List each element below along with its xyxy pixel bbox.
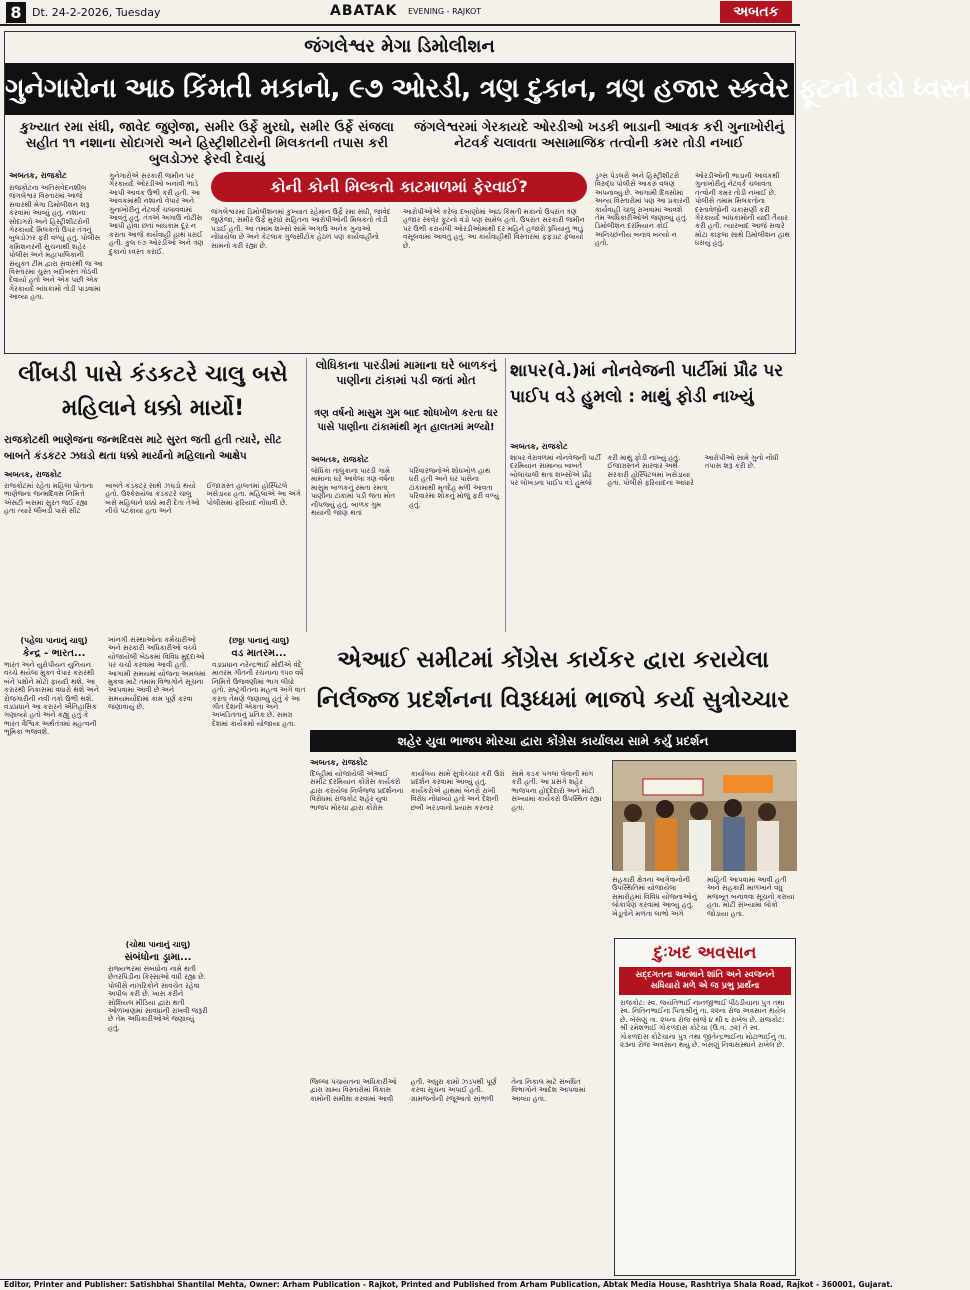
lothika-byline: અબતક, રાજકોટ (311, 455, 369, 464)
lead-column-2: ગુનેગારોએ સરકારી જમીન પર ગેરકાયદે ઓરડીઓ બનાવી ભાડે આપી આવક ઉભી કરી હતી. આ આવકમાંથી નશાનો વેપાર અને ગુનાખોરીનું નેટવર્ક ચલાવવામાં આવતું હતું. તંત્રએ અગાઉ નોટીસ આપી હોવા છતાં બાંધકામ દૂર ન કરાતા આજે કાર્યવાહી હાથ ધરાઈ હતી. કુલ ૯૭ ઓરડીઓ અને ત્રણ દુકાનો ધ્વસ્ત કરાઈ. (109, 172, 204, 256)
protest-banner (643, 779, 703, 795)
continued-title-2: વડ માતરમ... (231, 648, 287, 659)
person-body (655, 818, 677, 871)
continued-label-3: (ચોથા પાનાનું ચાલુ) (125, 940, 191, 949)
obituary-title: દુઃખદ અવસાન (653, 943, 757, 963)
story-limbdi (4, 358, 302, 632)
obituary-body: રાજકોટ: સ્વ. જયંતિભાઈ નાનજીભાઈ પીઠડીયાના પુત્ર તથા સ્વ. નિતિનભાઈના પિતાશ્રીનું તા. ૨૨ના રોજ અવસાન થયેલ છે. બેસણું તા. ૨૫ના રોજ સાંજે ૪ થી ૬ રાખેલ છે. રાજકોટ: શ્રી રમેશભાઈ ગોકળદાસ કોટેચા (ઉ.વ. ૭૨) તે સ્વ. ગોકળદાસ કોટેચાના પુત્ર તથા જીતેન્દ્રભાઈના મોટાભાઈનું તા. ૨૩ના રોજ અવસાન થયું છે. બેસણું નિવાસસ્થાને રાખેલ છે. (620, 999, 787, 1050)
shapar-byline: અબતક, રાજકોટ (510, 442, 568, 451)
lead-box-title: કોની કોની મિલ્કતો કાટમાળમાં ફેરવાઈ? (211, 172, 587, 202)
lead-column-4: આરોપીઓએ કરેલા દબાણોમાં આઠ કિંમતી મકાનો ઉપરાંત ત્રણ હજાર સ્કવેર ફૂટનો વંડો પણ સામેલ હતો. ઉપરાંત સરકારી જમીન પર ઉભી કરાયેલી ઓરડીઓમાંથી દર મહિને હજારો રૂપિયાનું ભાડું વસૂલવામાં આવતું હતું. આ કાર્યવાહીથી વિસ્તારમાં ફફડાટ ફેલાયો છે. (403, 208, 585, 250)
lothika-subhead: ત્રણ વર્ષનો માસુમ ગુમ બાદ શોધખોળ કરતા ઘર પાસે પાણીના ટાંકામાંથી મૃત હાલતમાં મળ્યો! (314, 408, 498, 433)
story-shapar (510, 358, 796, 632)
ai-body-continued: સહકારી ક્ષેત્રના આગેવાનોની ઉપસ્થિતિમાં યોજાયેલા સમારોહમાં વિવિધ યોજનાઓનું લોકાર્પણ કરવામાં આવ્યું હતું. ખેડૂતોને મળતા લાભો અંગે માહિતી આપવામાં આવી હતી અને સહકારી માળખાને વધુ મજબૂત બનાવવા સૂચનો કરાયા હતા. મોટી સંખ્યામાં લોકો જોડાયા હતા. (612, 876, 795, 918)
continued-column-1 (4, 636, 104, 1276)
continued-label-2: (છઠ્ઠા પાનાનું ચાલુ) (228, 636, 290, 645)
person-body (623, 822, 645, 871)
protest-photo (612, 760, 796, 870)
obituary-box (614, 938, 796, 1276)
person-body (723, 817, 745, 871)
person-body (689, 820, 711, 871)
continued-column-2 (108, 636, 208, 1276)
paper-logo: અબતક (720, 1, 792, 23)
limbdi-subhead: રાજકોટથી ભાણેજના જન્મદિવસ માટે સુરત જતી હતી ત્યારે, સીટ બાબતે કંડકટર ઝઘડો થતા ધક્કો માર્યાનો મહિલાનો આક્ષેપ (4, 434, 282, 462)
district-news-body: જિલ્લા પંચાયતના અધિકારીઓ દ્વારા ગ્રામ્ય વિસ્તારોમાં વિકાસ કામોની સમીક્ષા કરવામાં આવી હતી. અધુરા કામો ઝડપથી પૂર્ણ કરવા સૂચના અપાઈ હતી. ગ્રામજનોની રજૂઆતો સાંભળી તેના નિકાલ માટે સંબંધિત વિભાગોને આદેશ આપવામાં આવ્યા હતા. (310, 1078, 586, 1103)
lead-column-6: ઓરડીઓની ભાડાની આવકથી ગુનાખોરીનું નેટવર્ક ચલાવતા તત્વોની કમર તોડી નખાઈ છે. પોલીસે તમામ મિલકતોના દસ્તાવેજોની ચકાસણી કરી ગેરકાયદે બાંધકામોની યાદી તૈયાર કરી હતી. ત્યારબાદ આજે સવારે મોટા કાફલા સાથે ડિમોલીશન હાથ ધરાયું હતું. (695, 172, 790, 248)
ai-headline: એઆઈ સમીટમાં કોંગ્રેસ કાર્યકર દ્વારા કરાયેલા નિર્લજ્જ પ્રદર્શનના વિરૂધ્ધમાં ભાજપે કર્યા સુત્રોચ્ચાર (316, 647, 790, 713)
shapar-body: શાપર વેરાવળમાં નોનવેજની પાર્ટી દરમિયાન સામાન્ય બાબતે બોલાચાલી થતા શખ્સોએ પ્રૌઢ પર લોખંડના પાઈપ વડે હુમલો કરી માથું ફોડી નાખ્યું હતું. ઈજાગ્રસ્તને સારવાર અર્થે સરકારી હોસ્પિટલમાં ખસેડાયા હતા. પોલીસે ફરિયાદના આધારે આરોપીઓ સામે ગુનો નોંધી તપાસ શરૂ કરી છે. (510, 454, 779, 488)
protest-crowd-illustration (613, 761, 797, 871)
masthead (0, 0, 800, 26)
lead-story (4, 31, 970, 354)
continued-body-1: ભારત અને યુરોપીયન યુનિયન વચ્ચે થયેલા મુક્ત વેપાર કરારથી બંને પક્ષોને મોટો ફાયદો થશે. આ કરારથી નિકાસમાં વધારો થશે અને રોજગારીની નવી તકો ઉભી થશે. વડાપ્રધાને આ કરારને ઐતિહાસિક ગણાવ્યો હતો અને કહ્યું હતું કે ભારત વૈશ્વિક અર્થતંત્રમાં મહત્વની ભૂમિકા ભજવશે. (4, 661, 99, 737)
lead-subhead-right: જંગલેશ્વરમાં ગેરકાયદે ઓરડીઓ ખડકી ભાડાની આવક કરી ગુનાખોરીનું નેટવર્ક ચલાવતા અસામાજિક તત્વોની કમર તોડી નખાઈ (413, 120, 785, 151)
person-head (724, 799, 742, 817)
issue-date: Dt. 24-2-2026, Tuesday (32, 6, 161, 19)
lead-subhead-left: કુખ્યાત રમા સંધી, જાવેદ જુણેજા, સમીર ઉર્ફે મુરઘો, સમીર ઉર્ફે સંજલા સહીત ૧૧ નશાના સોદાગરો અને હિસ્ટ્રીશીટરોની મિલકતની તપાસ કરી બુલડોઝર ફેરવી દેવાયું (20, 120, 394, 167)
shapar-headline: શાપર(વે.)માં નોનવેજની પાર્ટીમાં પ્રૌઢ પર પાઈપ વડે હુમલો : માથું ફોડી નાખ્યું (510, 361, 784, 407)
story-lothika (306, 358, 506, 632)
person-head (624, 804, 642, 822)
lead-headline: ગુનેગારોના આઠ કિંમતી મકાનો, ૯૭ ઓરડી, ત્રણ દુકાન, ત્રણ હજાર સ્કવેર ફૂટનો વંડો ધ્વસ્ત (5, 63, 794, 115)
person-body (757, 821, 779, 871)
continued-column-3 (212, 636, 306, 1276)
imprint-footer: Editor, Printer and Publisher: Satishbhai Shantilal Mehta, Owner: Arham Publication - Rajkot, Printed and Published from Arham Publication, Abtak Media House, Rashtriya Shala Road, Rajkot - 360001, Gujarat. (0, 1279, 800, 1290)
continued-title-1: કેન્દ્ર - ભારત... (22, 648, 86, 659)
lead-column-5: ડ્રગ્સ પેડલરો અને હિસ્ટ્રીશીટરો વિરુદ્ધ પોલીસે આકરું વલણ અપનાવ્યું છે. આગામી દિવસોમાં અન્ય વિસ્તારોમાં પણ આ પ્રકારની કાર્યવાહી ચાલુ રાખવામાં આવશે તેમ અધિકારીઓએ જણાવ્યું હતું. ડિમોલીશન દરમિયાન કોઈ અનિચ્છનીય બનાવ બન્યો ન હતો. (595, 172, 690, 248)
continued-label-1: (પહેલા પાનાનું ચાલુ) (20, 636, 88, 645)
lead-column-3: જંગલેશ્વરમાં ડિમોલીશનમાં કુખ્યાત રહેમાન ઉર્ફે રમા સંધી, જાવેદ જુણેજા, સમીર ઉર્ફે મુરઘો સહિતના આરોપીઓની મિલકતો તોડી પડાઈ હતી. આ તમામ શખ્સો સામે અગાઉ અનેક ગુનાઓ નોંધાયેલા છે અને કેટલાક ગુજસીટોક હેઠળ પણ કાર્યવાહીનો સામનો કરી રહ્યા છે. (211, 208, 391, 250)
lead-column-1: રાજકોટના અતિસંવેદનશીલ જંગલેશ્વર વિસ્તારમાં આજે સવારથી મેગા ડિમોલીશન શરૂ કરવામાં આવ્યું હતું. નશાના સોદાગરો અને હિસ્ટ્રીશીટરોની ગેરકાયદે મિલકતો ઉપર તંત્રનું બુલડોઝર ફરી વળ્યું હતું. પોલીસ કમિશનરની સુચનાથી શહેર પોલીસ અને મહાપાલિકાની સંયુક્ત ટીમ દ્વારા સવારથી જ આ વિસ્તારમાં ચુસ્ત બંદોબસ્ત ગોઠવી દેવાયો હતો અને એક પછી એક ગેરકાયદે બાંધકામો તોડી પાડવામાં આવ્યા હતા. (9, 184, 103, 302)
lead-kicker: જંગલેશ્વર મેગા ડિમોલીશન (304, 36, 495, 57)
continued-body-2: ખાનગી સંસ્થાઓના કર્મચારીઓ અને સરકારી અધિકારીઓ વચ્ચે યોજાયેલી બેઠકમાં વિવિધ મુદ્દાઓ પર ચર્ચા કરવામાં આવી હતી. આગામી સમયમાં યોજના અમલમાં મુકવા માટે તમામ વિભાગોને સૂચના આપવામાં આવી છે અને સમયમર્યાદામાં કામ પૂર્ણ કરવા જણાવાયું છે. (108, 636, 206, 712)
continued-body-4: રાજ્યભરમાં સંબંધોના નામે થતી છેતરપિંડીના કિસ્સાઓ વધી રહ્યા છે. પોલીસે નાગરિકોને સાવચેત રહેવા અપીલ કરી છે. ખાસ કરીને સોશિયલ મીડિયા દ્વારા થતી ઓળખાણમાં સાવધાની રાખવી જરૂરી છે તેમ અધિકારીઓએ જણાવ્યું હતું. (108, 965, 208, 1032)
ai-subhead: શહેર યુવા ભાજપ મોરચા દ્વારા કોંગ્રેસ કાર્યાલય સામે કર્યું પ્રદર્શન (310, 730, 796, 752)
ai-byline: અબતક, રાજકોટ (310, 758, 368, 767)
edition-label: EVENING - RAJKOT (408, 7, 482, 16)
lothika-headline: લોધિકાના પારડીમાં મામાના ઘરે બાળકનું પાણીના ટાંકામાં પડી જતાં મોત (315, 358, 497, 387)
continued-body-3: વડાપ્રધાન નરેન્દ્રભાઈ મોદીએ વંદે માતરમ ગીતની રચનાના ૧૫૦ વર્ષ નિમિત્તે ઉજવણીમાં ભાગ લીધો હતો. રાષ્ટ્રગીતના મહત્વ અંગે વાત કરતા તેમણે જણાવ્યું હતું કે આ ગીત દેશની એકતા અને અખંડિતતાનું પ્રતિક છે. સમગ્ર દેશમાં કાર્યક્રમો યોજાયા હતા. (212, 661, 306, 728)
paper-name: ABATAK (330, 3, 398, 19)
person-head (758, 803, 776, 821)
ai-body: દિલ્હીમાં યોજાયેલી એઆઈ સમીટ દરમિયાન કોંગ્રેસ કાર્યકરો દ્વારા કરાયેલા નિર્લજ્જ પ્રદર્શનના વિરોધમાં રાજકોટ શહેર યુવા ભાજપ મોરચા દ્વારા કોંગ્રેસ કાર્યાલય સામે સુત્રોચ્ચાર કરી ઉગ્ર પ્રદર્શન કરવામાં આવ્યું હતું. કાર્યકરોએ હાથમાં બેનરો રાખી વિરોધ નોંધાવ્યો હતો અને દેશની છબી ખરડવાનો પ્રયાસ કરનાર સામે કડક પગલાં લેવાની માંગ કરી હતી. આ પ્રસંગે શહેર ભાજપના હોદ્દેદારો અને મોટી સંખ્યામાં કાર્યકરો ઉપસ્થિત રહ્યા હતા. (310, 770, 602, 812)
continued-title-3: સંબંધોના ડ્રામા... (124, 952, 192, 963)
person-head (690, 802, 708, 820)
page-number: 8 (6, 2, 26, 23)
protest-flag (723, 775, 773, 793)
lead-byline: અબતક, રાજકોટ (9, 171, 67, 180)
limbdi-headline: લીંબડી પાસે કંડકટરે ચાલુ બસે મહિલાને ધક્કો માર્યો! (18, 362, 288, 421)
limbdi-body: રાજકોટમાં રહેતા મહિલા પોતાના ભાણેજના જન્મદિવસ નિમિત્તે એસટી બસમાં સુરત જઈ રહ્યા હતા ત્યારે લીંબડી પાસે સીટ બાબતે કંડકટર સાથે ઝઘડો થયો હતો. ઉશ્કેરાયેલા કંડકટરે ચાલુ બસે મહિલાને ધક્કો મારી દેતા તેઓ નીચે પટકાયા હતા અને ઈજાગ્રસ્ત હાલતમાં હોસ્પિટલે ખસેડાયા હતા. મહિલાએ આ અંગે પોલીસમાં ફરિયાદ નોંધાવી છે. (4, 482, 301, 516)
person-head (656, 800, 674, 818)
lothika-body: લોધિકા તાલુકાના પારડી ગામે મામાના ઘરે આવેલા ત્રણ વર્ષના માસુમ બાળકનું રમતા રમતા પાણીના ટાંકામાં પડી જતા મોત નીપજ્યું હતું. બાળક ગુમ થયાની જાણ થતાં પરિવારજનોએ શોધખોળ હાથ ધરી હતી અને ઘર પાસેના ટાંકામાંથી મૃતદેહ મળી આવતા પરિવારમાં શોકનું મોજું ફરી વળ્યું હતું. (311, 467, 499, 518)
limbdi-byline: અબતક, રાજકોટ (4, 470, 62, 479)
obituary-subtitle: સદ્દગતના આત્માને શાંતિ અને સ્વજનને સધિયારો મળે એ જ પ્રભુ પ્રાર્થના (619, 967, 791, 995)
